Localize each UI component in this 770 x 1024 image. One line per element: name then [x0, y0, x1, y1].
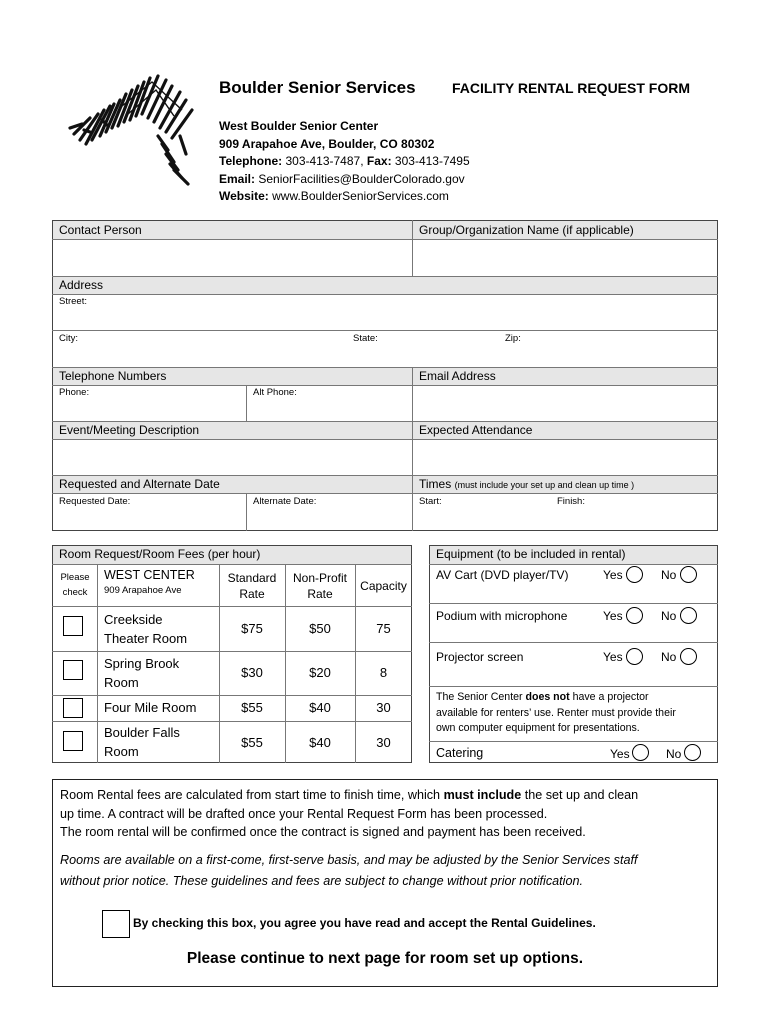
- standard-rate: $55: [241, 700, 263, 715]
- yes-label: Yes: [610, 747, 630, 761]
- expected-attendance-label: Expected Attendance: [419, 423, 533, 437]
- no-radio[interactable]: [680, 648, 697, 665]
- state-label: State:: [353, 333, 378, 344]
- boulder-mountains-logo: [62, 70, 212, 190]
- zip-label: Zip:: [505, 333, 521, 344]
- room-checkbox-spring-brook[interactable]: [63, 660, 83, 680]
- website-link[interactable]: www.BoulderSeniorServices.com: [272, 189, 449, 203]
- email-address-label: Email Address: [419, 369, 496, 383]
- guideline-line-2: up time. A contract will be drafted once your Rental Request Form has been processed.: [60, 806, 548, 821]
- catering-no-radio[interactable]: [684, 744, 701, 761]
- no-radio[interactable]: [680, 566, 697, 583]
- west-center-label: WEST CENTER: [104, 568, 195, 582]
- no-label: No: [661, 650, 677, 664]
- telephone-number: 303-413-7487,: [285, 154, 364, 168]
- room-checkbox-boulder-falls[interactable]: [63, 731, 83, 751]
- rental-guidelines-text: [60, 786, 710, 892]
- group-name-field[interactable]: [413, 240, 717, 275]
- check-label: check: [62, 587, 88, 598]
- email-address-field[interactable]: [413, 386, 717, 420]
- guideline-italic-1: Rooms are available on a first-come, first-serve basis, and may be adjusted by the Senior Services staff: [60, 852, 638, 867]
- equipment-item: AV Cart (DVD player/TV): [436, 568, 569, 582]
- equipment-item: Podium with microphone: [436, 609, 568, 623]
- room-capacity: 75: [376, 621, 391, 636]
- guideline-italic-2: without prior notice. These guidelines and fees are subject to change without prior notification.: [60, 873, 583, 888]
- room-checkbox-creekside[interactable]: [63, 616, 83, 636]
- accept-guidelines-checkbox[interactable]: [102, 910, 130, 938]
- requested-dates-label: Requested and Alternate Date: [59, 477, 220, 491]
- telephone-label: Telephone:: [219, 154, 283, 168]
- continue-notice: Please continue to next page for room set up options.: [186, 950, 584, 967]
- website-label: Website:: [219, 189, 269, 203]
- email-label: Email:: [219, 171, 256, 186]
- nonprofit-rate: $40: [309, 700, 331, 715]
- note-line-2: available for renters’ use. Renter must provide their: [436, 706, 676, 719]
- street-label: Street:: [59, 296, 87, 307]
- standard-label: Standard: [227, 571, 277, 585]
- capacity-label: Capacity: [360, 579, 407, 593]
- room-name-line2: Theater Room: [104, 631, 188, 646]
- center-name: West Boulder Senior Center: [219, 119, 379, 133]
- room-capacity: 30: [376, 735, 391, 750]
- form-title: FACILITY RENTAL REQUEST FORM: [452, 80, 691, 96]
- room-checkbox-four-mile[interactable]: [63, 698, 83, 718]
- yes-label: Yes: [603, 650, 623, 664]
- west-center-address: 909 Arapahoe Ave: [104, 585, 182, 596]
- event-description-field[interactable]: [53, 440, 411, 474]
- city-label: City:: [59, 333, 78, 344]
- requested-date-label: Requested Date:: [59, 496, 131, 507]
- rooms-title: Room Request/Room Fees (per hour): [59, 547, 261, 561]
- address-label: Address: [59, 278, 104, 292]
- telephone-numbers-label: Telephone Numbers: [59, 369, 167, 383]
- event-description-label: Event/Meeting Description: [59, 423, 200, 437]
- room-name-line2: Room: [104, 675, 139, 690]
- standard-rate: $75: [241, 621, 263, 636]
- phone-fax-line: [219, 153, 470, 171]
- room-name-line1: Boulder Falls: [104, 725, 180, 740]
- organization-name: Boulder Senior Services: [219, 78, 416, 97]
- room-name-line1: Spring Brook: [104, 656, 180, 671]
- alt-phone-label: Alt Phone:: [253, 387, 297, 398]
- nonprofit-rate: $20: [309, 665, 331, 680]
- guideline-emphasis: must include: [443, 788, 522, 802]
- yes-radio[interactable]: [626, 566, 643, 583]
- no-label: No: [661, 568, 677, 582]
- times-note: (must include your set up and clean up time ): [454, 480, 635, 490]
- email-link[interactable]: SeniorFacilities@BoulderColorado.gov: [258, 171, 465, 186]
- equipment-item: Projector screen: [436, 650, 524, 664]
- alternate-date-label: Alternate Date:: [253, 496, 317, 507]
- room-capacity: 30: [376, 700, 391, 715]
- yes-radio[interactable]: [626, 648, 643, 665]
- note-prefix: The Senior Center: [436, 691, 526, 703]
- contact-person-field[interactable]: [53, 240, 411, 275]
- nonprofit-rate: $50: [309, 621, 331, 636]
- times-label: [419, 477, 634, 491]
- room-name-line1: Creekside: [104, 612, 163, 627]
- catering-yes-radio[interactable]: [632, 744, 649, 761]
- start-label: Start:: [419, 496, 442, 507]
- projector-note: [436, 690, 676, 737]
- accept-guidelines-label: By checking this box, you agree you have read and accept the Rental Guidelines.: [133, 916, 596, 930]
- nonprofit-rate-label: Rate: [307, 587, 333, 601]
- contact-person-label: Contact Person: [59, 223, 142, 237]
- room-name-line2: Room: [104, 744, 139, 759]
- room-capacity: 8: [379, 665, 388, 680]
- guideline-line-1a: Room Rental fees are calculated from start time to finish time, which: [60, 788, 444, 802]
- contact-info-block: [219, 118, 470, 206]
- fax-label: Fax:: [366, 154, 392, 168]
- times-text: Times: [419, 477, 452, 491]
- standard-rate-label: Rate: [239, 587, 265, 601]
- note-line-3: own computer equipment for presentations.: [436, 722, 640, 734]
- no-label: No: [666, 747, 682, 761]
- website-line: [219, 188, 470, 206]
- phone-label: Phone:: [59, 387, 90, 398]
- standard-rate: $55: [241, 735, 263, 750]
- note-emphasis: does not: [525, 691, 570, 703]
- group-name-label: Group/Organization Name (if applicable): [419, 223, 634, 237]
- yes-label: Yes: [603, 609, 623, 623]
- yes-label: Yes: [603, 568, 623, 582]
- guideline-line-1b: the set up and clean: [521, 788, 639, 802]
- equipment-title: Equipment (to be included in rental): [436, 547, 626, 561]
- expected-attendance-field[interactable]: [413, 440, 717, 474]
- guideline-line-3: The room rental will be confirmed once the contract is signed and payment has been received.: [60, 825, 586, 839]
- standard-rate: $30: [241, 665, 263, 680]
- nonprofit-label: Non-Profit: [292, 571, 348, 585]
- center-address: 909 Arapahoe Ave, Boulder, CO 80302: [219, 136, 435, 151]
- no-label: No: [661, 609, 677, 623]
- note-suffix: have a projector: [569, 691, 649, 703]
- yes-radio[interactable]: [626, 607, 643, 624]
- nonprofit-rate: $40: [309, 735, 331, 750]
- room-name-line1: Four Mile Room: [104, 700, 197, 715]
- finish-label: Finish:: [557, 496, 585, 507]
- fax-number: 303-413-7495: [394, 154, 470, 168]
- catering-label: Catering: [436, 746, 484, 760]
- email-line: [219, 171, 470, 189]
- no-radio[interactable]: [680, 607, 697, 624]
- please-label: Please: [60, 572, 90, 583]
- street-field[interactable]: [53, 308, 717, 329]
